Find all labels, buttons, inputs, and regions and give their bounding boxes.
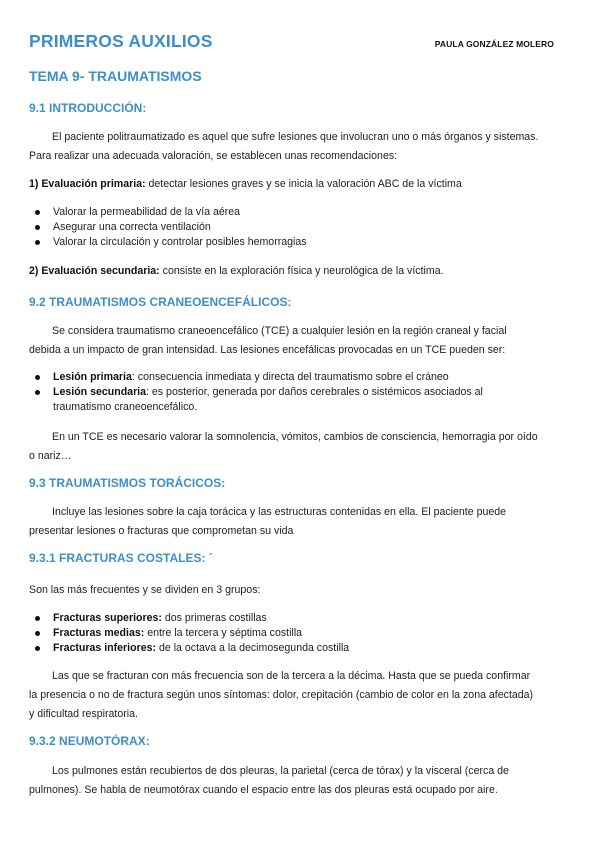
list-item-text: : es posterior, generada por daños cerebrales o sistémicos asociados al traumatismo craneoencefálico. bbox=[53, 386, 483, 413]
paragraph-9-3-intro: Incluye las lesiones sobre la caja torácica y las estructuras contenidas en ella. El paciente puede presentar lesiones o fracturas que comprometan su vida bbox=[29, 506, 507, 537]
paragraph-9-2-closing: En un TCE es necesario valorar la somnolencia, vómitos, cambios de consciencia, hemorragia por oído o nariz… bbox=[29, 431, 538, 462]
primary-evaluation-text: detectar lesiones graves y se inicia la valoración ABC de la víctima bbox=[145, 178, 462, 190]
primary-evaluation-list bbox=[29, 205, 541, 250]
list-item bbox=[29, 385, 541, 415]
paragraph-9-3-1-closing: Las que se fracturan con más frecuencia son de la tercera a la décima. Hasta que se pueda confirmar la presencia o no de fractura según unos síntomas: dolor, crepitación (cambio de color en la zona afectada) y dificultad respiratoria. bbox=[29, 670, 534, 720]
list-item bbox=[29, 626, 541, 641]
rib-fracture-list bbox=[29, 611, 541, 656]
primary-evaluation-line bbox=[29, 176, 462, 192]
list-item: Valorar la circulación y controlar posibles hemorragias bbox=[29, 235, 541, 250]
list-item-text: de la octava a la decimosegunda costilla bbox=[156, 642, 350, 654]
list-item-label: Lesión primaria bbox=[53, 371, 132, 383]
list-item-label: Lesión secundaria bbox=[53, 386, 147, 398]
list-item-text: dos primeras costillas bbox=[161, 612, 267, 624]
list-item-label: Fracturas medias: bbox=[53, 627, 145, 639]
list-item-label: Fracturas inferiores: bbox=[53, 642, 157, 654]
paragraph-9-3-1-intro: Son las más frecuentes y se dividen en 3 grupos: bbox=[29, 584, 261, 596]
section-heading-9-3: 9.3 TRAUMATISMOS TORÁCICOS: bbox=[29, 476, 226, 490]
primary-evaluation-label: 1) Evaluación primaria: bbox=[29, 178, 146, 190]
list-item: Valorar la permeabilidad de la vía aérea bbox=[29, 205, 541, 220]
paragraph-9-2-intro: Se considera traumatismo craneoencefálico (TCE) a cualquier lesión en la región craneal y facial debida a un impacto de gran intensidad. Las lesiones encefálicas provocadas en un TCE pueden ser: bbox=[29, 325, 507, 356]
list-item: Asegurar una correcta ventilación bbox=[29, 220, 541, 235]
unit-title: TEMA 9- TRAUMATISMOS bbox=[29, 68, 202, 84]
list-item bbox=[29, 641, 541, 656]
list-item-label: Fracturas superiores: bbox=[53, 612, 162, 624]
section-heading-9-2: 9.2 TRAUMATISMOS CRANEOENCEFÁLICOS: bbox=[29, 295, 292, 309]
list-item bbox=[29, 370, 541, 385]
paragraph-9-3-2-intro: Los pulmones están recubiertos de dos pleuras, la parietal (cerca de tórax) y la visceral (cerca de pulmones). Se habla de neumotórax cuando el espacio entre las dos pleuras está ocupado por aire. bbox=[29, 765, 509, 796]
list-item-text: : consecuencia inmediata y directa del traumatismo sobre el cráneo bbox=[131, 371, 449, 383]
list-item bbox=[29, 611, 541, 626]
section-heading-9-3-2: 9.3.2 NEUMOTÓRAX: bbox=[29, 734, 150, 748]
secondary-evaluation-line bbox=[29, 263, 444, 279]
paragraph-9-1-intro: El paciente politraumatizado es aquel que sufre lesiones que involucran uno o más órganos y sistemas. Para realizar una adecuada valoración, se establecen unas recomendaciones: bbox=[29, 131, 539, 162]
tce-lesion-list bbox=[29, 370, 541, 415]
section-heading-9-1: 9.1 INTRODUCCIÓN: bbox=[29, 101, 147, 115]
secondary-evaluation-text: consiste en la exploración física y neurológica de la víctima. bbox=[159, 265, 444, 277]
author-name: PAULA GONZÁLEZ MOLERO bbox=[434, 39, 554, 49]
section-heading-9-3-1: 9.3.1 FRACTURAS COSTALES: ´ bbox=[29, 551, 213, 565]
secondary-evaluation-label: 2) Evaluación secundaria: bbox=[29, 265, 160, 277]
document-title: PRIMEROS AUXILIOS bbox=[29, 31, 213, 51]
list-item-text: entre la tercera y séptima costilla bbox=[144, 627, 303, 639]
